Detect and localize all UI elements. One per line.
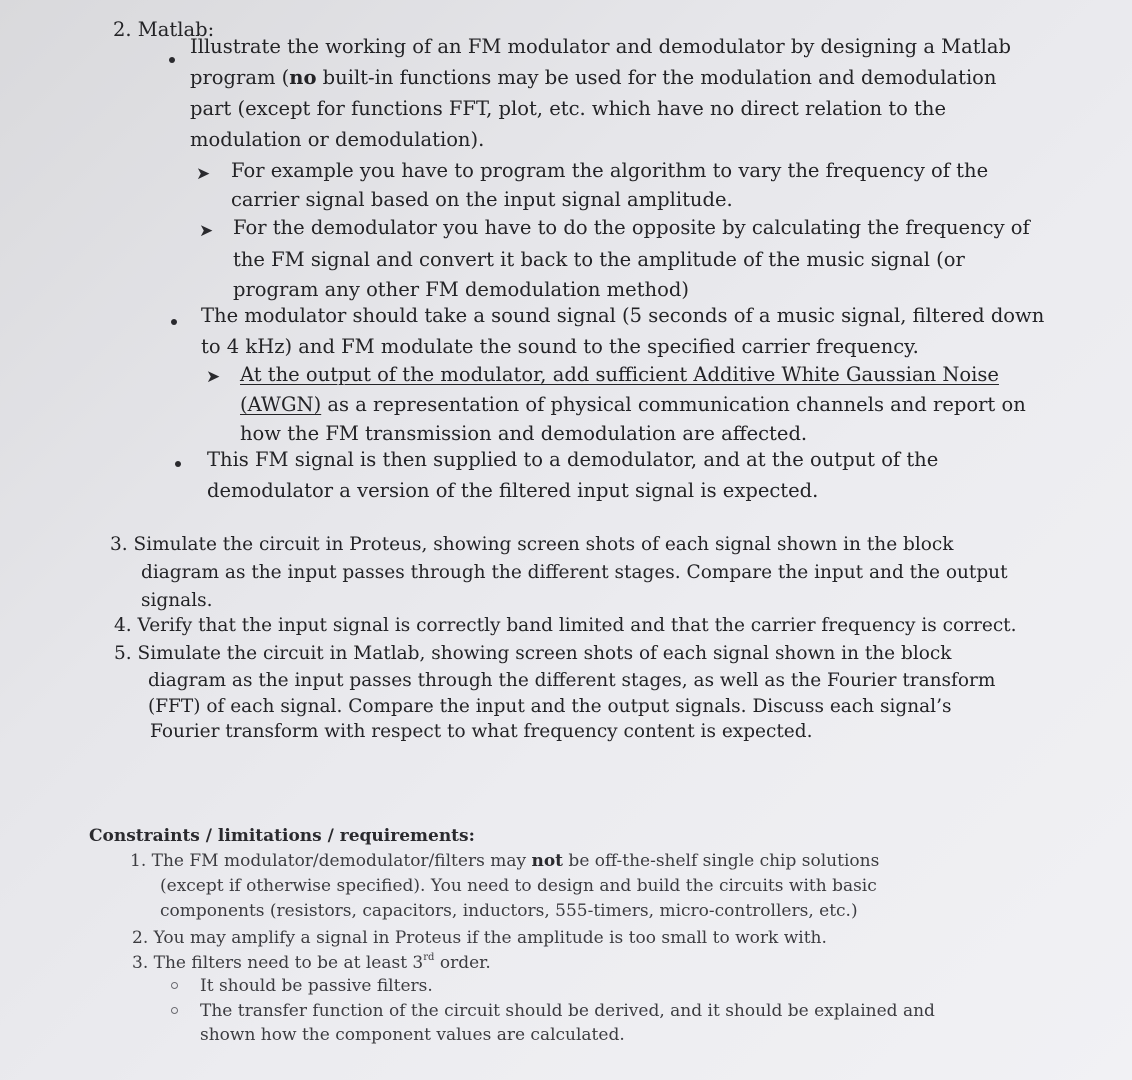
bullet-dot	[175, 461, 181, 467]
bullet-dot	[169, 57, 175, 63]
item3-line1: 3. Simulate the circuit in Proteus, showing screen shots of each signal shown in the block	[110, 534, 954, 555]
bullet1-sub2-line2: the FM signal and convert it back to the amplitude of the music signal (or	[233, 248, 965, 271]
bullet1-line2: program (no built-in functions may be used for the modulation and demodulation	[190, 66, 997, 89]
item4-line1: 4. Verify that the input signal is correctly band limited and that the carrier frequency is correct.	[114, 615, 1017, 636]
bullet1-sub2-line3: program any other FM demodulation method)	[233, 278, 689, 301]
section-2-heading: 2. Matlab:	[113, 18, 215, 41]
constraint2-line1: 2. You may amplify a signal in Proteus if the amplitude is too small to work with.	[132, 928, 827, 948]
bullet1-line3: part (except for functions FFT, plot, etc. which have no direct relation to the	[190, 97, 947, 120]
item5-line1: 5. Simulate the circuit in Matlab, showing screen shots of each signal shown in the block	[114, 643, 952, 664]
bullet1-sub2-line1: For the demodulator you have to do the opposite by calculating the frequency of	[233, 216, 1030, 239]
constraint3-line1: 3. The filters need to be at least 3rd order.	[132, 952, 491, 973]
arrow-bullet-icon: ➤	[196, 164, 211, 184]
bullet2-line2: to 4 kHz) and FM modulate the sound to the specified carrier frequency.	[201, 335, 919, 358]
constraints-heading: Constraints / limitations / requirements:	[89, 826, 475, 846]
constraint1-line2: (except if otherwise specified). You need to design and build the circuits with basic	[160, 876, 877, 896]
item5-line4: Fourier transform with respect to what frequency content is expected.	[150, 721, 813, 742]
constraint3-sub2-line2: shown how the component values are calculated.	[200, 1025, 625, 1045]
bullet2-sub1-line1: At the output of the modulator, add sufficient Additive White Gaussian Noise	[240, 363, 999, 386]
constraint3-sub2-line1: The transfer function of the circuit should be derived, and it should be explained and	[200, 1001, 935, 1021]
item3-line2: diagram as the input passes through the different stages. Compare the input and the output	[141, 562, 1008, 583]
constraint3-sub1: It should be passive filters.	[200, 976, 433, 996]
constraint1-line3: components (resistors, capacitors, inductors, 555-timers, micro-controllers, etc.)	[160, 901, 858, 921]
bullet1-sub1-line1: For example you have to program the algorithm to vary the frequency of the	[231, 159, 989, 182]
bullet1-line1: Illustrate the working of an FM modulator and demodulator by designing a Matlab	[190, 35, 1011, 58]
bullet2-sub1-line2: (AWGN) as a representation of physical communication channels and report on	[240, 393, 1026, 416]
item5-line2: diagram as the input passes through the different stages, as well as the Fourier transform	[148, 670, 996, 691]
circle-bullet-icon	[171, 982, 178, 989]
bullet1-sub1-line2: carrier signal based on the input signal amplitude.	[231, 188, 733, 211]
arrow-bullet-icon: ➤	[206, 367, 221, 387]
bullet2-line1: The modulator should take a sound signal (5 seconds of a music signal, filtered down	[201, 304, 1045, 327]
bullet2-sub1-line3: how the FM transmission and demodulation are affected.	[240, 422, 808, 445]
bullet-dot	[171, 319, 177, 325]
bullet1-line4: modulation or demodulation).	[190, 128, 485, 151]
arrow-bullet-icon: ➤	[199, 221, 214, 241]
circle-bullet-icon	[171, 1007, 178, 1014]
bullet3-line1: This FM signal is then supplied to a demodulator, and at the output of the	[207, 448, 939, 471]
bullet3-line2: demodulator a version of the filtered input signal is expected.	[207, 479, 819, 502]
constraint1-line1: 1. The FM modulator/demodulator/filters may not be off-the-shelf single chip solutions	[130, 851, 880, 871]
item3-line3: signals.	[141, 590, 213, 611]
item5-line3: (FFT) of each signal. Compare the input and the output signals. Discuss each signal’s	[148, 696, 952, 717]
